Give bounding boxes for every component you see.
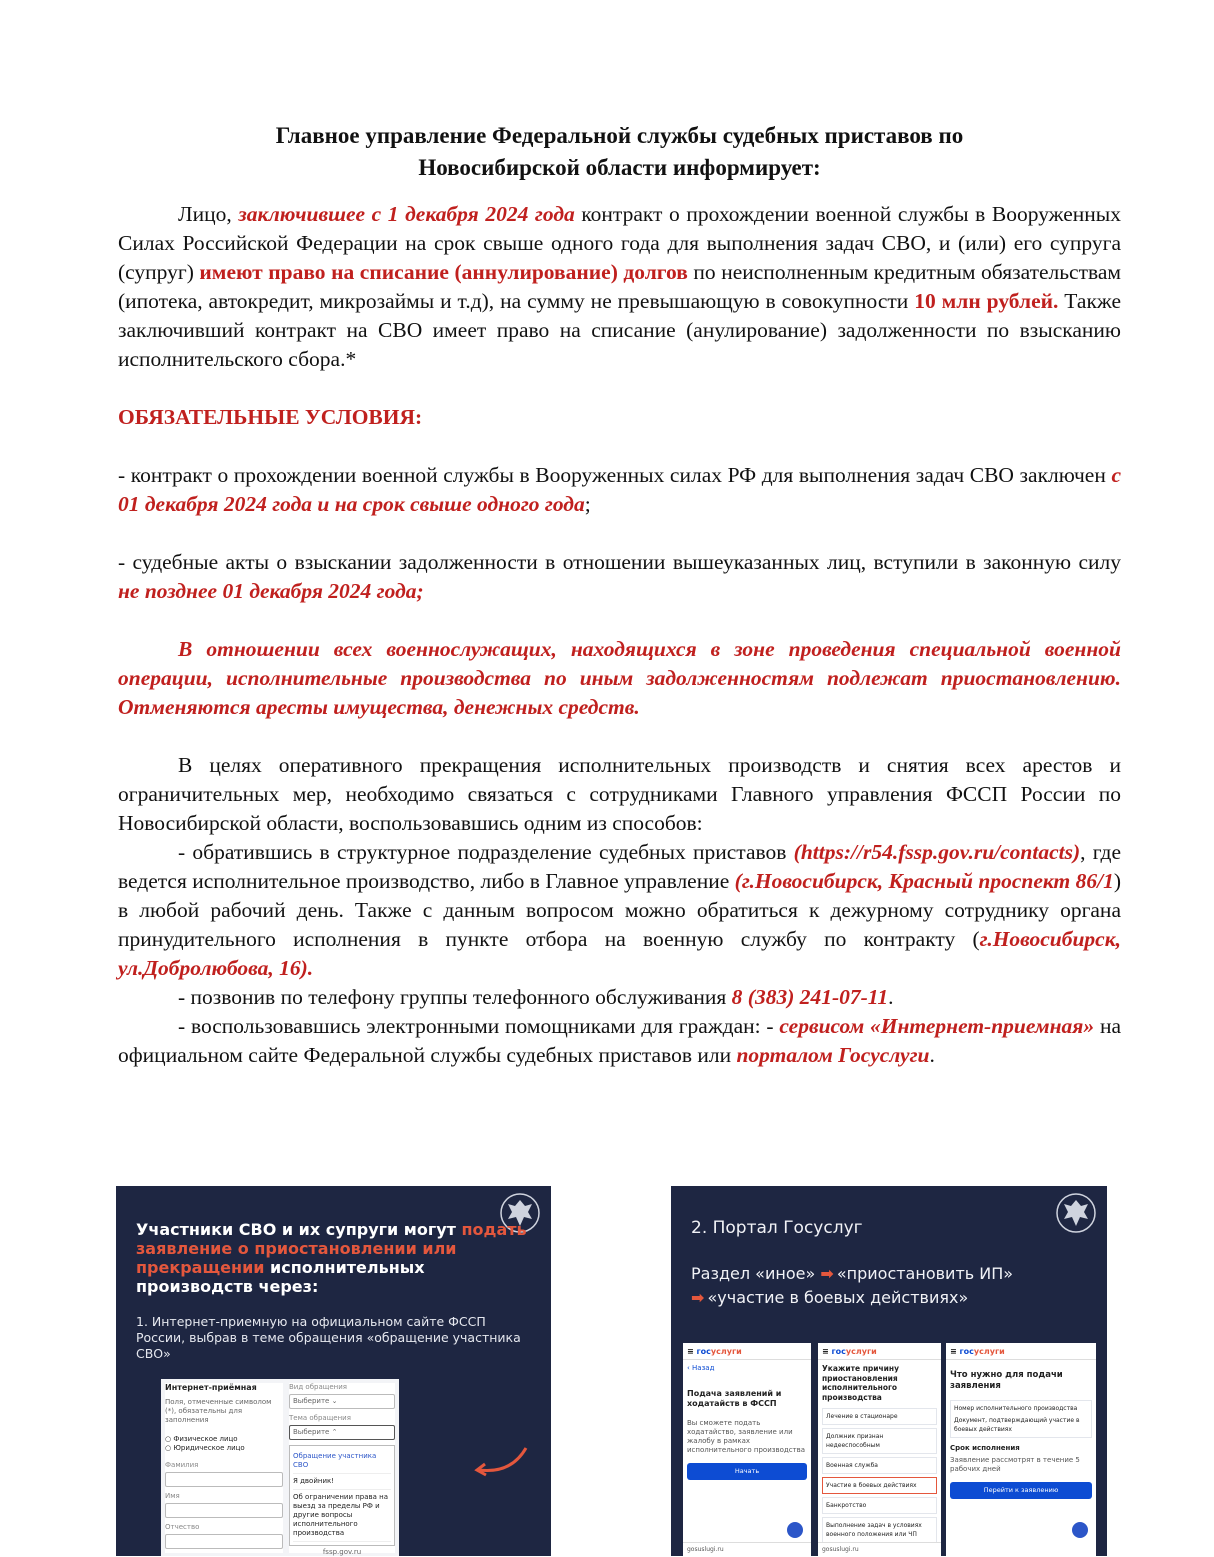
site-url: gosuslugi.ru	[683, 1542, 811, 1556]
reason-option-combat: Участие в боевых действиях	[822, 1477, 937, 1494]
condition-text: ;	[584, 492, 591, 516]
contact-text: .	[888, 985, 894, 1009]
reason-option: Должник признан недееспособным	[822, 1428, 937, 1454]
internet-reception-screenshot	[161, 1379, 399, 1556]
title-line-1: Главное управление Федеральной службы судебных приставов по	[275, 123, 964, 148]
field-label: Тема обращения	[289, 1414, 351, 1422]
field-label: Имя	[165, 1492, 180, 1500]
contact-option-office	[118, 838, 1121, 983]
address-main-office: (г.Новосибирск, Красный проспект 86/1	[734, 869, 1114, 893]
radio-individual: ○ Физическое лицо	[165, 1435, 238, 1443]
dropdown-option: Об ограничении права на выезд за пределы РФ и другие вопросы исполнительного производства	[293, 1490, 391, 1542]
panel1-subtitle: 1. Интернет-приемную на официальном сайте ФССП России, выбрав в теме обращения «обращение участника СВО»	[136, 1314, 521, 1361]
condition-text: - судебные акты о взыскании задолженности в отношении вышеуказанных лиц, вступили в законную силу	[118, 550, 1121, 574]
internet-reception-highlight: сервисом «Интернет-приемная»	[779, 1014, 1095, 1038]
intro-text: по неисполненным кредитным обязательствам (ипотека, автокредит, микрозаймы и т.д), на сумму не превышающую в совокупности	[118, 260, 1122, 313]
field-label: Вид обращения	[289, 1383, 347, 1391]
intro-text: контракт о прохождении военной службы в Вооруженных Силах Российской Федерации на срок свыше одного года для выполнения задач СВО, и (или) его супруга (супруг)	[118, 202, 1121, 284]
gosuslugi-logo: ≡ госуслуги	[683, 1343, 811, 1360]
contact-intro: В целях оперативного прекращения исполнительных производств и снятия всех арестов и ограничительных мер, необходимо связаться с сотрудниками Главного управления ФССП России по Новосибирской области, воспользовавшись одним из способов:	[118, 753, 1121, 835]
title-line-2: Новосибирской области информирует:	[418, 155, 821, 180]
intro-paragraph	[118, 200, 1121, 374]
dropdown-option-svo: Обращение участника СВО	[293, 1449, 391, 1474]
site-url: fssp.gov.ru	[322, 1548, 362, 1556]
panel2-path-line1: Раздел «иное» ➡ «приостановить ИП»	[691, 1264, 1014, 1283]
pointer-arrow-icon	[471, 1444, 531, 1478]
contact-text: .	[929, 1043, 935, 1067]
radio-legal: ○ Юридическое лицо	[165, 1444, 245, 1452]
gosuslugi-logo: ≡ госуслуги	[946, 1343, 1096, 1360]
robot-assistant-icon	[1072, 1522, 1088, 1538]
screen-text: Вы сможете подать ходатайство, заявление или жалобу в рамках исполнительного производства	[687, 1419, 806, 1454]
contact-text: - воспользовавшись электронными помощниками для граждан: -	[178, 1014, 780, 1038]
intro-text: Также заключивший контракт на СВО имеет право на списание (анулирование) задолженности по взысканию исполнительского сбора.*	[118, 289, 1122, 371]
contacts-link[interactable]: (https://r54.fssp.gov.ru/contacts)	[793, 840, 1081, 864]
condition-highlight: не позднее 01 декабря 2024 года;	[118, 579, 424, 603]
notice-paragraph: В отношении всех военнослужащих, находящихся в зоне проведения специальной военной операции, исполнительные производства по иным задолженностям подлежат приостановлению. Отменяются аресты имущества, денежных средств.	[118, 637, 1121, 719]
condition-item	[118, 461, 1121, 519]
panel1-heading: Участники СВО и их супруги могут подать заявление о приостановлении или прекращении исполнительных производств через:	[136, 1220, 527, 1296]
start-button: Начать	[687, 1463, 807, 1480]
conditions-heading: ОБЯЗАТЕЛЬНЫЕ УСЛОВИЯ:	[118, 405, 423, 429]
arrow-icon: ➡	[691, 1288, 703, 1307]
gosuslugi-screen-3	[946, 1343, 1096, 1556]
deadline-text: Заявление рассмотрят в течение 5 рабочих дней	[950, 1456, 1080, 1473]
screen-title: Укажите причину приостановления исполнительного производства	[822, 1364, 899, 1402]
appeal-kind-select: Выберите ⌄	[289, 1394, 395, 1409]
condition-text: - контракт о прохождении военной службы в Вооруженных силах РФ для выполнения задач СВО заключен	[118, 463, 1112, 487]
fssp-emblem-icon	[1055, 1192, 1097, 1234]
patronymic-field	[165, 1534, 283, 1549]
contact-text: на официальном сайте Федеральной службы судебных приставов или	[118, 1014, 1121, 1067]
arrow-icon: ➡	[820, 1264, 832, 1283]
infographic-internet-reception	[116, 1186, 551, 1556]
page-title	[118, 120, 1121, 184]
phone-number[interactable]: 8 (383) 241-07-11	[731, 985, 889, 1009]
contact-option-phone	[118, 983, 1121, 1012]
shot-text: Поля, отмеченные символом (*), обязательны для заполнения	[165, 1398, 272, 1424]
infographic-gosuslugi	[671, 1186, 1107, 1556]
requirement-item: Номер исполнительного производства	[954, 1405, 1078, 1412]
screen-title: Что нужно для подачи заявления	[950, 1370, 1063, 1391]
contact-text: ) в любой рабочий день. Также с данным вопросом можно обратиться к дежурному сотруднику органа принудительного исполнения в пункте отбора на военную службу по контракту (	[118, 869, 1122, 951]
reason-option: Лечение в стационаре	[822, 1408, 937, 1425]
reason-option: Банкротство	[822, 1497, 937, 1514]
contact-text: - обратившись в структурное подразделение судебных приставов	[178, 840, 794, 864]
gosuslugi-screen-1	[683, 1343, 811, 1556]
reason-option: Военная служба	[822, 1457, 937, 1474]
contact-option-online	[118, 1012, 1121, 1070]
name-field	[165, 1503, 283, 1518]
contact-text: - позвонив по телефону группы телефонного обслуживания	[178, 985, 732, 1009]
intro-date-highlight: заключившее с 1 декабря 2024 года	[238, 202, 575, 226]
requirements-box	[950, 1400, 1092, 1438]
field-label: Фамилия	[165, 1461, 199, 1469]
appeal-theme-select: Выберите ⌃	[289, 1425, 395, 1440]
dropdown-option: Я двойник!	[293, 1474, 391, 1490]
contact-text: , где ведется исполнительное производство, либо в Главное управление	[118, 840, 1122, 893]
address-selection-point: г.Новосибирск, ул.Добролюбова, 16).	[118, 927, 1121, 980]
theme-dropdown	[289, 1445, 395, 1546]
reason-option: Выполнение задач в условиях военного положения или ЧП	[822, 1517, 937, 1543]
site-url: gosuslugi.ru	[818, 1542, 941, 1556]
field-label: Отчество	[165, 1523, 200, 1531]
document-body	[118, 120, 1121, 1070]
condition-highlight: с 01 декабря 2024 года и на срок свыше одного года	[118, 463, 1121, 516]
intro-text: Лицо,	[178, 202, 239, 226]
go-to-application-button: Перейти к заявлению	[950, 1482, 1092, 1499]
gosuslugi-highlight: порталом Госуслуги	[736, 1043, 930, 1067]
intro-right-highlight: имеют право на списание (аннулирование) долгов	[199, 260, 688, 284]
requirement-item: Документ, подтверждающий участие в боевых действиях	[954, 1417, 1080, 1433]
back-link: ‹ Назад	[687, 1364, 715, 1372]
shot-title: Интернет-приёмная	[165, 1383, 257, 1392]
panel2-title: 2. Портал Госуслуг	[691, 1218, 863, 1238]
screen-title: Подача заявлений и ходатайств в ФССП	[687, 1389, 782, 1408]
intro-sum-highlight: 10 млн рублей.	[914, 289, 1059, 313]
gosuslugi-screen-2	[818, 1343, 941, 1556]
surname-field	[165, 1472, 283, 1487]
gosuslugi-logo: ≡ госуслуги	[818, 1343, 941, 1360]
robot-assistant-icon	[787, 1522, 803, 1538]
condition-item	[118, 548, 1121, 606]
panel2-path-line2: ➡ «участие в боевых действиях»	[691, 1288, 969, 1307]
deadline-heading: Срок исполнения	[950, 1444, 1020, 1452]
